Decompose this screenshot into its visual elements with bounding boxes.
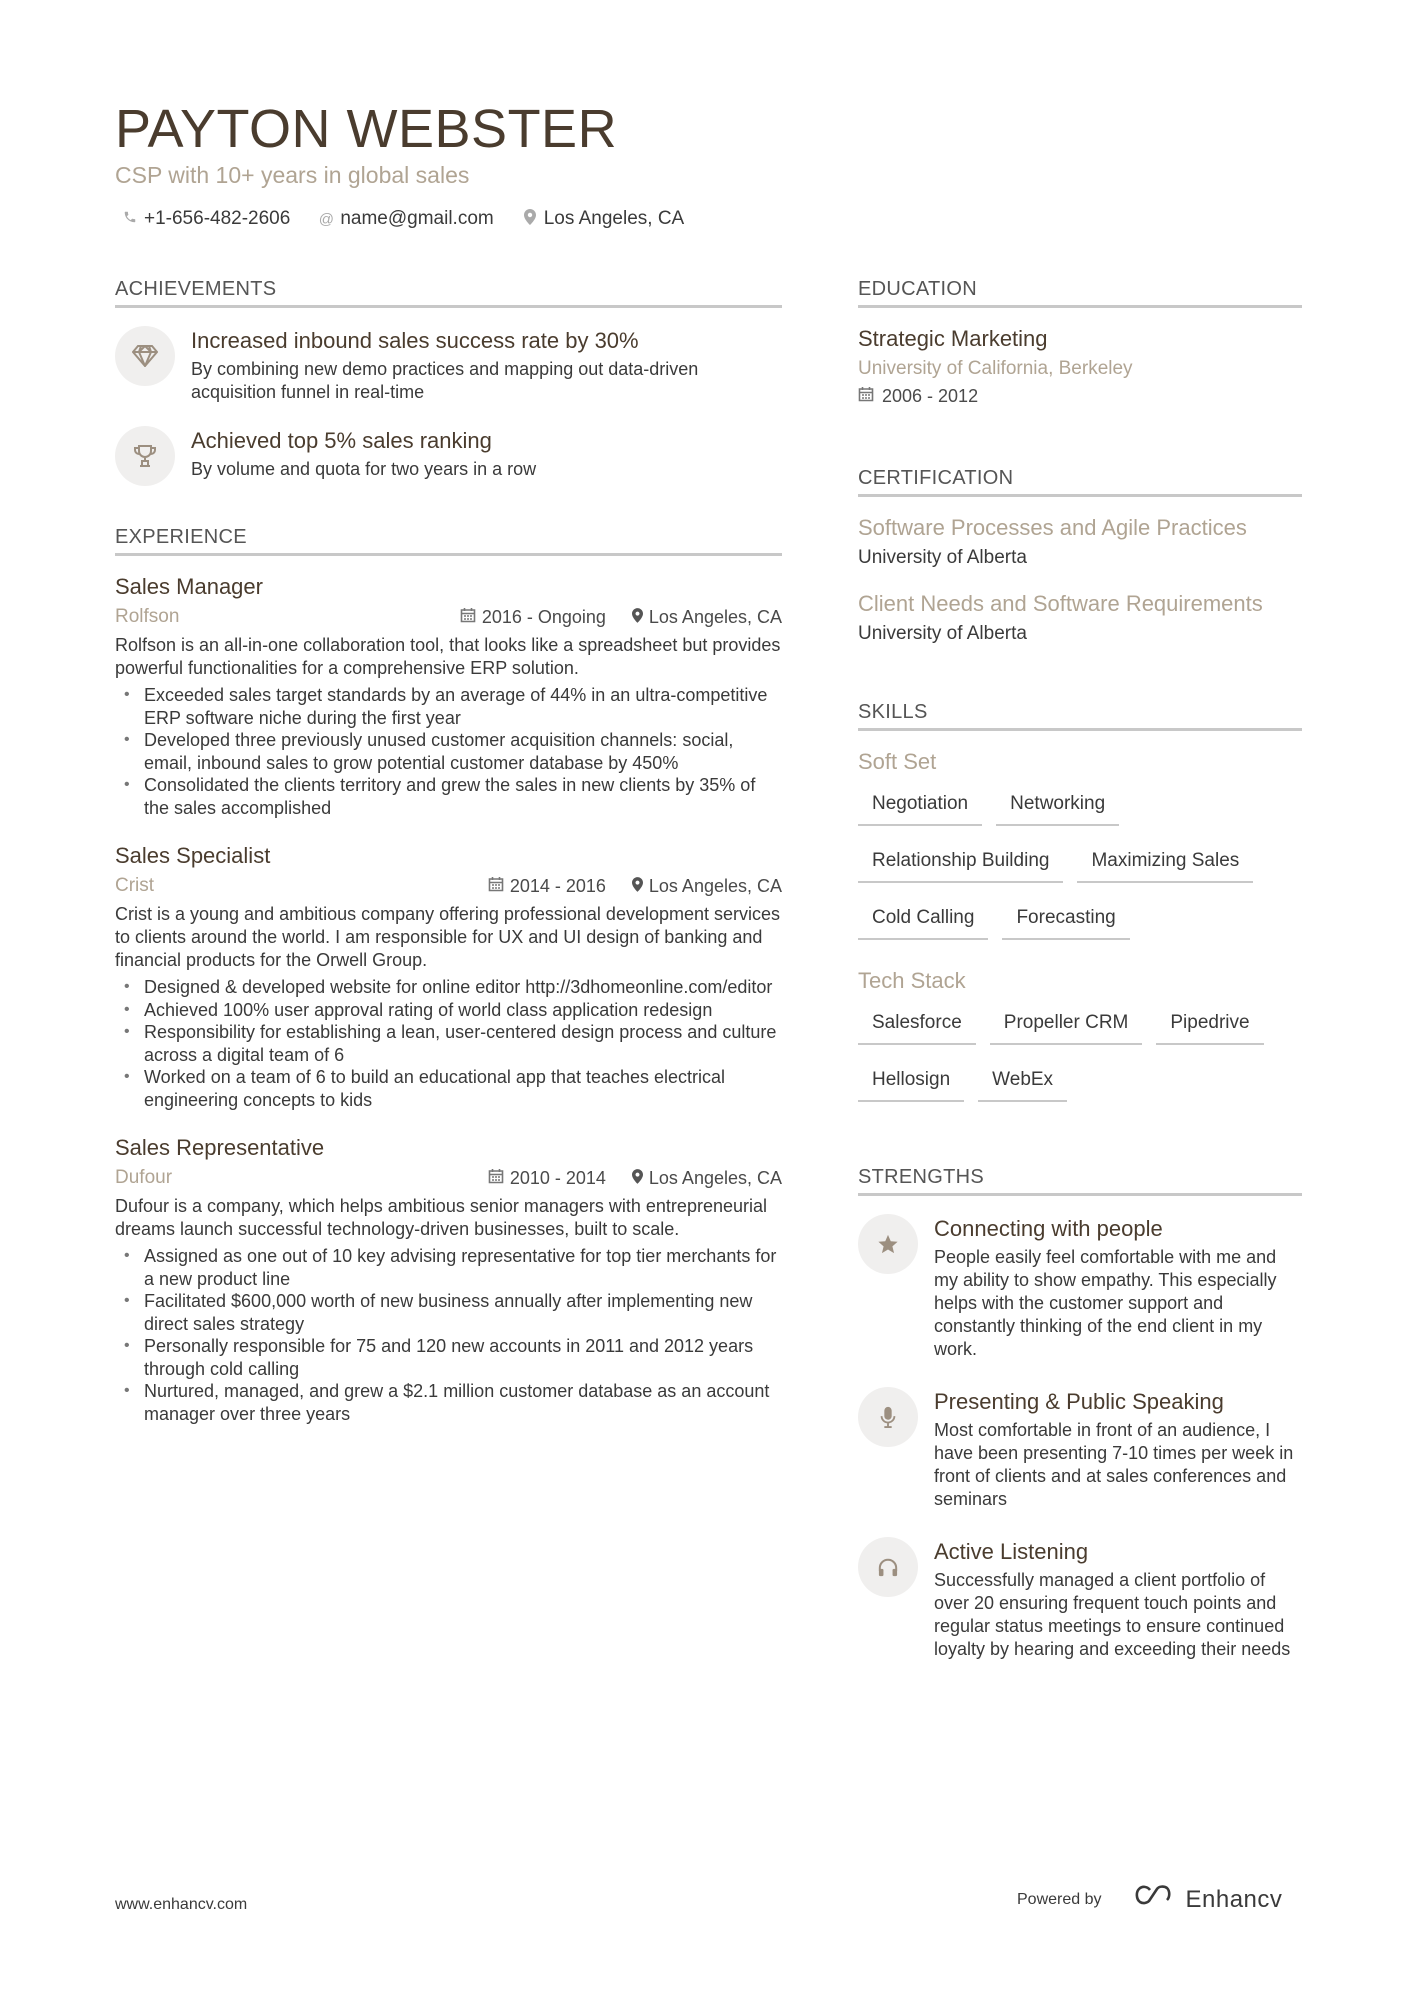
job-location: Los Angeles, CA [648, 606, 782, 627]
achievements-heading: ACHIEVEMENTS [115, 278, 782, 308]
contact-row [122, 208, 684, 230]
location-pin-icon [632, 877, 643, 896]
job-bullet: • Facilitated $600,000 worth of new business annually after implementing new direct sales strategy [115, 1290, 782, 1335]
location-pin-icon [522, 209, 538, 229]
job-title: Sales Specialist [115, 843, 271, 868]
job-bullet: • Responsibility for establishing a lean, user-centered design process and culture across a digital team of 6 [115, 1021, 782, 1066]
skill-tag: Relationship Building [858, 846, 1063, 883]
candidate-tagline: CSP with 10+ years in global sales [115, 162, 470, 188]
skill-group-title: Tech Stack [858, 968, 966, 993]
star-icon [858, 1214, 918, 1274]
footer-branding [1017, 1884, 1282, 1915]
skills-section [858, 701, 1302, 1102]
education-school: University of California, Berkeley [858, 358, 1133, 379]
achievement-desc: By volume and quota for two years in a row [191, 459, 537, 479]
job-dates: 2010 - 2014 [509, 1167, 606, 1188]
job-desc: Rolfson is an all-in-one collaboration tool, that looks like a spreadsheet but provides powerful functionalities for a comprehensive ERP solution. [115, 635, 781, 678]
certification-item [858, 515, 1302, 569]
certification-title: Client Needs and Software Requirements [858, 591, 1263, 616]
calendar-icon [488, 1168, 504, 1188]
skill-tag: Hellosign [858, 1065, 964, 1102]
location-text: Los Angeles, CA [543, 208, 685, 229]
job-bullets [115, 976, 782, 1111]
job-company: Rolfson [115, 606, 180, 627]
strength-title: Presenting & Public Speaking [934, 1389, 1224, 1414]
job-company: Crist [115, 875, 155, 896]
skill-tag: Cold Calling [858, 903, 988, 940]
calendar-icon [858, 386, 874, 407]
left-column [115, 278, 782, 1449]
strength-item [858, 1387, 1302, 1511]
email-text[interactable]: name@gmail.com [340, 208, 494, 229]
achievement-title: Achieved top 5% sales ranking [191, 428, 492, 453]
job-bullet: • Consolidated the clients territory and grew the sales in new clients by 35% of the sales accomplished [115, 774, 782, 819]
headphones-icon [858, 1537, 918, 1597]
skill-tag: WebEx [978, 1065, 1067, 1102]
enhancv-logo-text: Enhancv [1185, 1885, 1283, 1913]
job-bullets [115, 684, 782, 819]
achievement-item [115, 426, 782, 486]
job-bullet: • Exceeded sales target standards by an average of 44% in an ultra-competitive ERP software niche during the first year [115, 684, 782, 729]
job-dates: 2016 - Ongoing [481, 606, 606, 627]
location-pin-icon [632, 1169, 643, 1188]
job-company: Dufour [115, 1167, 173, 1188]
achievement-desc: By combining new demo practices and mapping out data-driven acquisition funnel in real-time [191, 359, 699, 402]
strength-desc: People easily feel comfortable with me and my ability to show empathy. This especially helps with the customer support and constantly thinking of the end client in my work. [934, 1247, 1277, 1359]
powered-by-label: Powered by [1017, 1890, 1102, 1908]
job-bullet: • Nurtured, managed, and grew a $2.1 million customer database as an account manager over three years [115, 1380, 782, 1425]
job-bullet: • Personally responsible for 75 and 120 new accounts in 2011 and 2012 years through cold calling [115, 1335, 782, 1380]
skill-tag: Negotiation [858, 789, 982, 826]
skill-tag: Pipedrive [1156, 1008, 1263, 1045]
achievement-title: Increased inbound sales success rate by 30% [191, 328, 639, 353]
strength-desc: Most comfortable in front of an audience, I have been presenting 7-10 times per week in front of clients and at sales conferences and seminars [934, 1420, 1294, 1509]
location-pin-icon [632, 608, 643, 627]
job-entry [115, 1135, 782, 1425]
contact-location [522, 208, 684, 230]
job-meta [115, 606, 782, 628]
strengths-section [858, 1166, 1302, 1661]
enhancv-logo-icon [1130, 1884, 1176, 1915]
job-dates: 2014 - 2016 [509, 875, 606, 896]
contact-phone [122, 208, 290, 230]
skill-tag: Propeller CRM [990, 1008, 1143, 1045]
contact-email[interactable] [318, 208, 493, 230]
certification-item [858, 591, 1302, 645]
experience-section [115, 526, 782, 1425]
education-section [858, 278, 1302, 407]
education-degree: Strategic Marketing [858, 326, 1048, 351]
strength-title: Connecting with people [934, 1216, 1163, 1241]
skill-tag: Salesforce [858, 1008, 976, 1045]
skills-heading: SKILLS [858, 701, 1302, 731]
enhancv-logo[interactable] [1130, 1884, 1283, 1915]
education-dates: 2006 - 2012 [882, 386, 979, 406]
experience-heading: EXPERIENCE [115, 526, 782, 556]
trophy-icon [115, 426, 175, 486]
job-bullet: • Worked on a team of 6 to build an educational app that teaches electrical engineering concepts to kids [115, 1066, 782, 1111]
job-entry [115, 574, 782, 819]
job-desc: Dufour is a company, which helps ambitious senior managers with entrepreneurial dreams launch successful technology-driven businesses, built to scale. [115, 1196, 767, 1239]
job-meta [115, 875, 782, 897]
job-location: Los Angeles, CA [648, 1167, 782, 1188]
certification-org: University of Alberta [858, 623, 1027, 644]
microphone-icon [858, 1387, 918, 1447]
at-icon: @ [318, 210, 334, 228]
certification-section [858, 467, 1302, 645]
phone-text: +1-656-482-2606 [144, 208, 291, 229]
job-entry [115, 843, 782, 1111]
job-title: Sales Representative [115, 1135, 325, 1160]
candidate-name: PAYTON WEBSTER [115, 99, 618, 159]
strength-title: Active Listening [934, 1539, 1089, 1564]
skill-tags [858, 1008, 1302, 1102]
achievements-section [115, 278, 782, 486]
skill-group-title: Soft Set [858, 749, 937, 774]
calendar-icon [488, 876, 504, 896]
right-column [858, 278, 1302, 1687]
certification-heading: CERTIFICATION [858, 467, 1302, 497]
strength-item [858, 1537, 1302, 1661]
phone-icon [122, 210, 138, 228]
job-title: Sales Manager [115, 574, 263, 599]
job-bullet: • Achieved 100% user approval rating of world class application redesign [115, 999, 782, 1022]
skill-tags [858, 789, 1302, 940]
skill-tag: Maximizing Sales [1077, 846, 1253, 883]
job-bullet: • Designed & developed website for online editor http://3dhomeonline.com/editor [115, 976, 782, 999]
skill-tag: Forecasting [1002, 903, 1129, 940]
job-location: Los Angeles, CA [648, 875, 782, 896]
footer-website[interactable]: www.enhancv.com [115, 1896, 248, 1913]
strength-item [858, 1214, 1302, 1361]
job-meta [115, 1167, 782, 1189]
strengths-heading: STRENGTHS [858, 1166, 1302, 1196]
job-desc: Crist is a young and ambitious company offering professional development services to clients around the world. I am responsible for UX and UI design of banking and financial products for the Orwell Group. [115, 904, 781, 970]
education-heading: EDUCATION [858, 278, 1302, 308]
calendar-icon [460, 607, 476, 627]
achievement-item [115, 326, 782, 404]
skill-tag: Networking [996, 789, 1119, 826]
certification-title: Software Processes and Agile Practices [858, 515, 1247, 540]
diamond-icon [115, 326, 175, 386]
job-bullets [115, 1245, 782, 1425]
strength-desc: Successfully managed a client portfolio of over 20 ensuring frequent touch points and regular status meetings to ensure continued loyalty by hearing and exceeding their needs [934, 1570, 1291, 1659]
job-bullet: • Assigned as one out of 10 key advising representative for top tier merchants for a new product line [115, 1245, 782, 1290]
certification-org: University of Alberta [858, 547, 1027, 568]
job-bullet: • Developed three previously unused customer acquisition channels: social, email, inbound sales to grow potential customer database by 450% [115, 729, 782, 774]
